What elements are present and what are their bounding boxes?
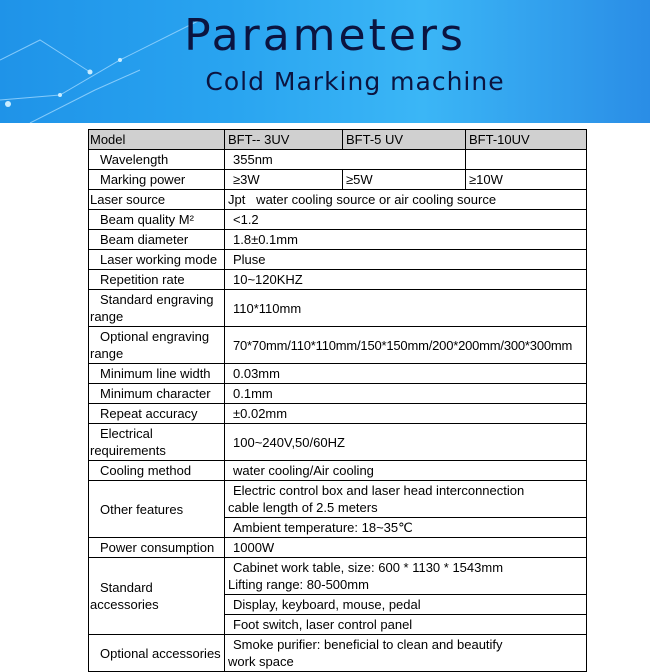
- label-cell: Cooling method: [89, 461, 225, 481]
- value-cell: Foot switch, laser control panel: [225, 615, 587, 635]
- table-row: [89, 150, 587, 170]
- value-line: Electric control box and laser head interconnection: [233, 483, 525, 498]
- value-cell: 355nm: [225, 150, 466, 170]
- model-cell: BFT-- 3UV: [225, 130, 343, 150]
- table-row: [89, 170, 587, 190]
- model-header-cell: Model: [89, 130, 225, 150]
- page-title: Parameters: [184, 10, 466, 61]
- label-cell: [89, 290, 225, 327]
- value-cell: Pluse: [225, 250, 587, 270]
- label-cell: Beam quality M²: [89, 210, 225, 230]
- table-row: [89, 384, 587, 404]
- label-line: requirements: [90, 443, 166, 458]
- table-row: [89, 461, 587, 481]
- table-row: [89, 190, 587, 210]
- label-line: range: [90, 346, 124, 361]
- value-cell: 100~240V,50/60HZ: [225, 424, 587, 461]
- label-line: accessories: [90, 597, 159, 612]
- value-cell: <1.2: [225, 210, 587, 230]
- value-cell: 1.8±0.1mm: [225, 230, 587, 250]
- table-row: [89, 270, 587, 290]
- value-cell: Ambient temperature: 18~35℃: [225, 518, 587, 538]
- page-subtitle: Cold Marking machine: [205, 67, 505, 96]
- value-cell: ≥10W: [466, 170, 587, 190]
- label-cell: Power consumption: [89, 538, 225, 558]
- table-row: [89, 538, 587, 558]
- label-cell: Other features: [89, 481, 225, 538]
- label-cell: Laser working mode: [89, 250, 225, 270]
- value-cell: [225, 481, 587, 518]
- label-line: Standard: [100, 580, 153, 595]
- value-cell: 10~120KHZ: [225, 270, 587, 290]
- value-cell: ≥5W: [343, 170, 466, 190]
- label-line: Standard engraving: [100, 292, 214, 307]
- value-cell: ≥3W: [225, 170, 343, 190]
- parameters-banner: [0, 0, 650, 123]
- table-row: [89, 210, 587, 230]
- empty-cell: [466, 150, 587, 170]
- value-cell: 110*110mm: [225, 290, 587, 327]
- label-cell: Wavelength: [89, 150, 225, 170]
- table-row: [89, 635, 587, 672]
- table-row: [89, 558, 587, 595]
- value-cell: water cooling/Air cooling: [225, 461, 587, 481]
- label-cell: [89, 558, 225, 635]
- value-cell: ±0.02mm: [225, 404, 587, 424]
- value-line: cable length of 2.5 meters: [228, 500, 378, 515]
- value-cell: 1000W: [225, 538, 587, 558]
- value-cell: Display, keyboard, mouse, pedal: [225, 595, 587, 615]
- label-cell: Optional accessories: [89, 635, 225, 672]
- value-line: Smoke purifier: beneficial to clean and beautify: [233, 637, 503, 652]
- label-line: Electrical: [100, 426, 153, 441]
- label-cell: Marking power: [89, 170, 225, 190]
- table-row: [89, 130, 587, 150]
- label-cell: Beam diameter: [89, 230, 225, 250]
- label-cell: [89, 424, 225, 461]
- value-line: work space: [228, 654, 294, 669]
- value-cell: [225, 635, 587, 672]
- table-row: [89, 364, 587, 384]
- table-row: [89, 327, 587, 364]
- value-line: Cabinet work table, size: 600 * 1130 * 1543mm: [233, 560, 504, 575]
- value-cell: [225, 558, 587, 595]
- label-cell: Repeat accuracy: [89, 404, 225, 424]
- value-cell: 0.1mm: [225, 384, 587, 404]
- table-row: [89, 481, 587, 518]
- parameters-table: [88, 129, 587, 672]
- table-row: [89, 250, 587, 270]
- value-cell: 70*70mm/110*110mm/150*150mm/200*200mm/300*300mm: [225, 327, 587, 364]
- label-cell: Minimum character: [89, 384, 225, 404]
- label-cell: Laser source: [89, 190, 225, 210]
- value-line: Lifting range: 80-500mm: [228, 577, 369, 592]
- model-cell: BFT-10UV: [466, 130, 587, 150]
- value-cell: 0.03mm: [225, 364, 587, 384]
- table-row: [89, 424, 587, 461]
- table-row: [89, 230, 587, 250]
- label-cell: Minimum line width: [89, 364, 225, 384]
- label-line: Optional engraving: [100, 329, 210, 344]
- label-cell: Repetition rate: [89, 270, 225, 290]
- label-line: range: [90, 309, 124, 324]
- value-cell: Jpt water cooling source or air cooling source: [225, 190, 587, 210]
- label-cell: [89, 327, 225, 364]
- table-row: [89, 404, 587, 424]
- model-cell: BFT-5 UV: [343, 130, 466, 150]
- table-row: [89, 290, 587, 327]
